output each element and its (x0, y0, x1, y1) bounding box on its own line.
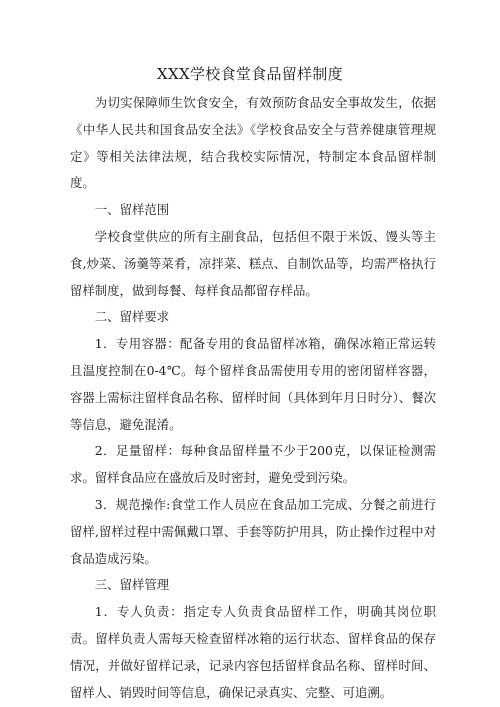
section-heading-requirements: 二、留样要求 (94, 309, 170, 325)
document-body (70, 90, 436, 706)
scope-paragraph: 学校食堂供应的所有主副食品，包括但不限于米饭、馒头等主食,炒菜、汤羹等菜肴，凉拌菜、糕点、自制饮品等，均需严格执行留样制度，做到每餐、每样食品都留存样品。 (70, 228, 436, 298)
management-responsibility-paragraph: 1．专人负责：指定专人负责食品留样工作，明确其岗位职责。留样负责人需每天检查留样冰箱的运行状态、留样食品的保存情况，并做好留样记录，记录内容包括留样食品名称、留样时间、留样人、销毁时间等信息，确保记录真实、完整、可追溯。 (70, 604, 436, 700)
section-heading-management: 三、留样管理 (94, 577, 170, 593)
requirement-operation-paragraph: 3．规范操作:食堂工作人员应在食品加工完成、分餐之前进行留样,留样过程中需佩戴口罩、手套等防护用具，防止操作过程中对食品造成污染。 (70, 496, 436, 566)
section-heading-scope: 一、留样范围 (94, 202, 170, 218)
intro-paragraph: 为切实保障师生饮食安全，有效预防食品安全事故发生，依据《中华人民共和国食品安全法》《学校食品安全与营养健康管理规定》等相关法律法规，结合我校实际情况，特制定本食品留样制度。 (70, 95, 436, 191)
requirement-quantity-paragraph: 2．足量留样：每种食品留样量不少于200克，以保证检测需求。留样食品应在盛放后及时密封，避免受到污染。 (70, 443, 436, 486)
document-title: XXX学校食堂食品留样制度 (157, 65, 343, 83)
requirement-container-paragraph: 1．专用容器：配备专用的食品留样冰箱，确保冰箱正常运转且温度控制在0-4℃。每个留样食品需使用专用的密闭留样容器，容器上需标注留样食品名称、留样时间（具体到年月日时分）、餐次等信息，避免混淆。 (70, 336, 436, 432)
